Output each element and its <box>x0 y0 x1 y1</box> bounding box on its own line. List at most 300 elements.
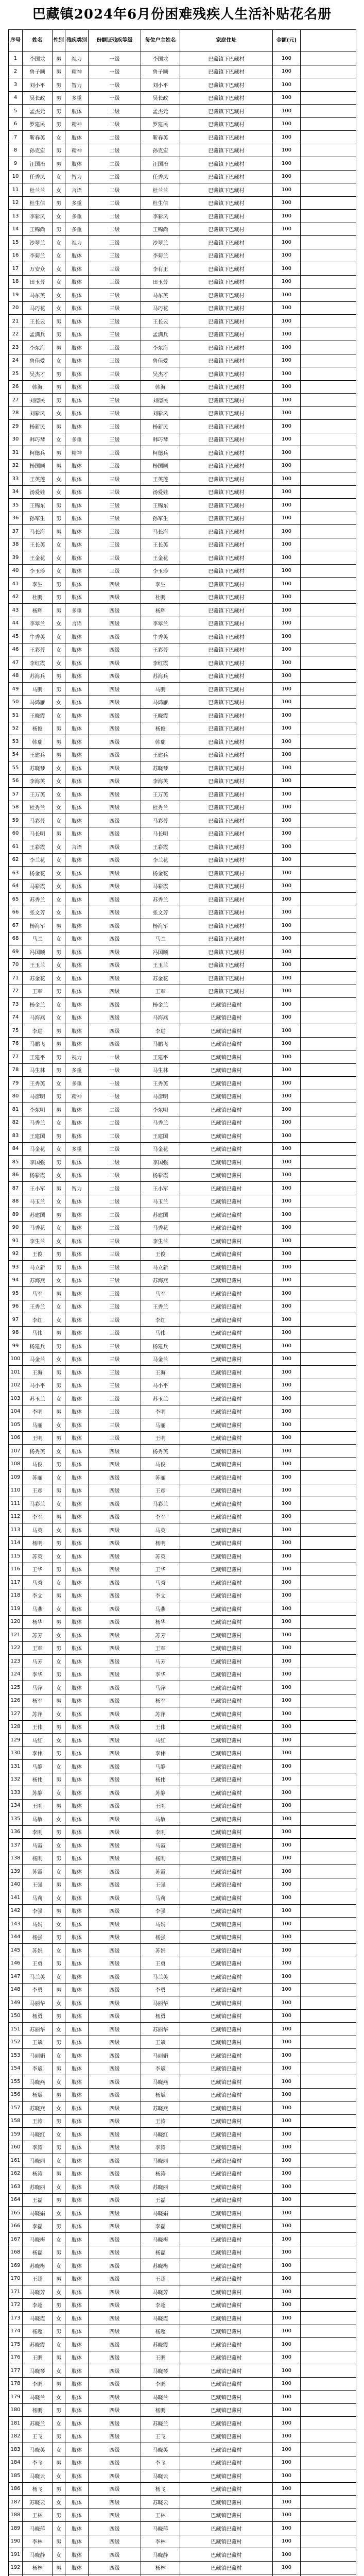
row-disability-level: 四级 <box>89 906 141 919</box>
row-householder: 杨林 <box>141 2561 180 2574</box>
row-amount: 100 <box>273 315 301 328</box>
row-index: 69 <box>9 945 23 959</box>
row-disability-type: 肢体 <box>65 1891 89 1905</box>
row-amount: 100 <box>273 2075 301 2089</box>
table-row <box>9 867 356 880</box>
row-amount: 100 <box>273 1287 301 1300</box>
row-blank <box>301 1852 356 1865</box>
row-disability-type: 肢体 <box>65 1103 89 1116</box>
table-row <box>9 2469 356 2483</box>
row-index: 146 <box>9 1957 23 1970</box>
row-amount: 100 <box>273 578 301 591</box>
row-name: 苏海燕 <box>23 1274 53 1287</box>
table-row <box>9 1773 356 1786</box>
row-disability-type <box>65 2574 89 2576</box>
row-amount: 100 <box>273 1681 301 1694</box>
row-name: 王建平 <box>23 1050 53 1064</box>
row-index: 9 <box>9 157 23 171</box>
table-row <box>9 774 356 788</box>
table-row <box>9 1720 356 1734</box>
row-householder: 靳春英 <box>141 131 180 144</box>
row-amount: 100 <box>273 1839 301 1852</box>
row-amount: 100 <box>273 1878 301 1891</box>
row-gender: 女 <box>53 2180 65 2194</box>
table-row <box>9 249 356 262</box>
row-address: 巴藏镇下巴藏村 <box>180 774 273 788</box>
row-blank <box>301 196 356 210</box>
row-disability-type: 肢体 <box>65 656 89 670</box>
row-gender: 男 <box>53 604 65 617</box>
table-row <box>9 1379 356 1392</box>
row-gender: 男 <box>53 1261 65 1274</box>
row-name: 马晓丽 <box>23 2154 53 2167</box>
row-blank <box>301 78 356 92</box>
row-address: 巴藏镇巴藏村 <box>180 2180 273 2194</box>
row-index: 150 <box>9 2009 23 2023</box>
row-amount: 100 <box>273 932 301 945</box>
row-name: 苏晓燕 <box>23 2102 53 2115</box>
row-index: 113 <box>9 1523 23 1537</box>
row-amount: 100 <box>273 1168 301 1182</box>
header-address: 家庭住址 <box>180 30 273 52</box>
row-amount: 100 <box>273 394 301 407</box>
table-row <box>9 433 356 446</box>
table-row <box>9 315 356 328</box>
row-gender: 男 <box>53 2009 65 2023</box>
table-row <box>9 972 356 985</box>
row-gender: 男 <box>53 578 65 591</box>
row-address: 巴藏镇巴藏村 <box>180 1707 273 1721</box>
row-disability-level: 四级 <box>89 2128 141 2141</box>
row-gender: 男 <box>53 1129 65 1143</box>
row-gender: 女 <box>53 1011 65 1024</box>
row-disability-type: 肢体 <box>65 341 89 354</box>
table-row <box>9 1077 356 1090</box>
row-disability-type: 肢体 <box>65 853 89 867</box>
row-amount: 100 <box>273 183 301 197</box>
row-disability-level: 四级 <box>89 1629 141 1642</box>
row-amount: 100 <box>273 1576 301 1589</box>
row-address: 巴藏镇巴藏村 <box>180 1510 273 1523</box>
row-address: 巴藏镇下巴藏村 <box>180 131 273 144</box>
row-householder: 吴杰才 <box>141 367 180 381</box>
row-index: 41 <box>9 578 23 591</box>
row-amount: 100 <box>273 2377 301 2391</box>
row-gender: 男 <box>53 1773 65 1786</box>
row-index <box>9 2574 23 2576</box>
row-householder: 鲁佳爱 <box>141 354 180 367</box>
table-row <box>9 262 356 276</box>
row-index: 126 <box>9 1694 23 1707</box>
row-disability-type: 肢体 <box>65 512 89 525</box>
row-address: 巴藏镇巴藏村 <box>180 1379 273 1392</box>
row-householder: 孟满兵 <box>141 328 180 341</box>
row-address: 巴藏镇巴藏村 <box>180 1182 273 1195</box>
row-blank <box>301 499 356 512</box>
row-amount: 100 <box>273 1090 301 1103</box>
row-householder: 李生兰 <box>141 1234 180 1248</box>
row-blank <box>301 65 356 78</box>
row-amount: 100 <box>273 2522 301 2535</box>
row-address: 巴藏镇巴藏村 <box>180 1340 273 1353</box>
table-row <box>9 367 356 381</box>
table-row <box>9 1326 356 1340</box>
row-gender: 女 <box>53 1352 65 1366</box>
row-address: 巴藏镇下巴藏村 <box>180 958 273 972</box>
row-amount: 100 <box>273 893 301 906</box>
header-index: 序号 <box>9 30 23 52</box>
row-amount: 100 <box>273 1116 301 1129</box>
row-amount: 100 <box>273 2219 301 2233</box>
row-amount: 100 <box>273 1550 301 1563</box>
row-gender: 女 <box>53 932 65 945</box>
row-name: 孙克宏 <box>23 144 53 157</box>
table-row <box>9 1523 356 1537</box>
row-disability-type: 肢体 <box>65 1668 89 1681</box>
table-row <box>9 998 356 1011</box>
row-disability-type: 肢体 <box>65 1484 89 1497</box>
row-disability-type: 肢体 <box>65 485 89 499</box>
row-householder: 杨辉 <box>141 604 180 617</box>
row-address: 巴藏镇巴藏村 <box>180 1221 273 1234</box>
row-index: 181 <box>9 2417 23 2430</box>
row-disability-level: 二级 <box>89 157 141 171</box>
row-amount: 100 <box>273 814 301 827</box>
row-disability-level: 三级 <box>89 315 141 328</box>
row-gender: 女 <box>53 236 65 249</box>
row-blank <box>301 2023 356 2036</box>
row-householder: 李华 <box>141 1668 180 1681</box>
row-gender: 男 <box>53 328 65 341</box>
table-row <box>9 1918 356 1931</box>
row-name: 马彩芳 <box>23 814 53 827</box>
row-gender: 女 <box>53 1313 65 1327</box>
row-blank <box>301 683 356 696</box>
row-amount: 100 <box>273 735 301 749</box>
row-address: 巴藏镇巴藏村 <box>180 1523 273 1537</box>
row-householder: 马敏 <box>141 1812 180 1826</box>
row-householder: 李刚 <box>141 1825 180 1839</box>
row-index: 115 <box>9 1550 23 1563</box>
row-address: 巴藏镇巴藏村 <box>180 2075 273 2089</box>
row-blank <box>301 827 356 840</box>
row-index: 62 <box>9 853 23 867</box>
row-gender: 女 <box>53 1445 65 1458</box>
row-name: 马丽娟 <box>23 2049 53 2062</box>
row-name: 马小平 <box>23 1379 53 1392</box>
row-name: 杨刚 <box>23 1852 53 1865</box>
row-address: 巴藏镇下巴藏村 <box>180 65 273 78</box>
table-row <box>9 1641 356 1655</box>
row-disability-type: 肢体 <box>65 2391 89 2404</box>
row-disability-level: 三级 <box>89 262 141 276</box>
row-blank <box>301 590 356 604</box>
row-name: 杨金兰 <box>23 998 53 1011</box>
row-amount: 100 <box>273 78 301 92</box>
table-row <box>9 748 356 761</box>
row-gender: 女 <box>53 1655 65 1668</box>
row-name: 吴长政 <box>23 91 53 105</box>
row-amount: 100 <box>273 879 301 893</box>
row-householder: 王秀兰 <box>141 1300 180 1313</box>
row-address: 巴藏镇下巴藏村 <box>180 236 273 249</box>
row-address: 巴藏镇巴藏村 <box>180 1812 273 1826</box>
row-index: 92 <box>9 1247 23 1261</box>
row-householder: 王刚 <box>141 1799 180 1812</box>
row-householder: 李军 <box>141 1510 180 1523</box>
row-gender: 男 <box>53 223 65 236</box>
table-row <box>9 2036 356 2049</box>
row-gender: 男 <box>53 1287 65 1300</box>
row-blank <box>301 2430 356 2443</box>
row-gender: 女 <box>53 183 65 197</box>
row-householder: 王鹏 <box>141 2351 180 2364</box>
row-address: 巴藏镇下巴藏村 <box>180 788 273 801</box>
row-index: 158 <box>9 2114 23 2128</box>
row-disability-level: 四级 <box>89 2114 141 2128</box>
row-blank <box>301 1602 356 1616</box>
row-address: 巴藏镇下巴藏村 <box>180 643 273 656</box>
row-blank <box>301 1957 356 1970</box>
row-amount: 100 <box>273 2141 301 2154</box>
row-disability-type: 肢体 <box>65 1812 89 1826</box>
row-gender: 男 <box>53 1720 65 1734</box>
row-index: 111 <box>9 1497 23 1511</box>
row-amount: 100 <box>273 1484 301 1497</box>
row-gender: 女 <box>53 170 65 183</box>
row-address: 巴藏镇巴藏村 <box>180 1576 273 1589</box>
row-address: 巴藏镇巴藏村 <box>180 1392 273 1405</box>
table-row <box>9 1655 356 1668</box>
row-address: 巴藏镇下巴藏村 <box>180 433 273 446</box>
row-name: 杜鹏 <box>23 590 53 604</box>
row-gender: 女 <box>53 2496 65 2509</box>
row-householder: 王强 <box>141 1878 180 1891</box>
row-blank <box>301 354 356 367</box>
row-gender: 男 <box>53 2403 65 2417</box>
row-address: 巴藏镇下巴藏村 <box>180 341 273 354</box>
table-row <box>9 78 356 92</box>
row-index: 183 <box>9 2443 23 2456</box>
table-row <box>9 1116 356 1129</box>
row-disability-type: 肢体 <box>65 1129 89 1143</box>
row-householder: 王彩霞 <box>141 840 180 854</box>
row-amount: 100 <box>273 380 301 394</box>
row-disability-type: 肢体 <box>65 1996 89 2010</box>
row-amount: 100 <box>273 709 301 722</box>
row-index: 161 <box>9 2154 23 2167</box>
row-disability-type: 肢体 <box>65 2509 89 2522</box>
row-gender: 男 <box>53 1536 65 1550</box>
row-disability-type: 肢体 <box>65 2009 89 2023</box>
row-name: 李红霞 <box>23 656 53 670</box>
row-blank <box>301 1694 356 1707</box>
row-disability-level: 四级 <box>89 1904 141 1918</box>
row-disability-level: 三级 <box>89 289 141 302</box>
row-blank <box>301 367 356 381</box>
row-gender: 女 <box>53 2364 65 2378</box>
row-amount: 100 <box>273 472 301 486</box>
row-index: 38 <box>9 538 23 551</box>
table-row <box>9 472 356 486</box>
row-disability-level: 四级 <box>89 2193 141 2207</box>
row-address: 巴藏镇巴藏村 <box>180 2456 273 2469</box>
row-disability-level: 一级 <box>89 78 141 92</box>
row-blank <box>301 472 356 486</box>
row-gender: 女 <box>53 2233 65 2246</box>
row-amount: 100 <box>273 367 301 381</box>
row-gender: 男 <box>53 919 65 933</box>
row-blank <box>301 893 356 906</box>
row-disability-level: 四级 <box>89 893 141 906</box>
row-disability-type: 肢体 <box>65 1878 89 1891</box>
row-index: 97 <box>9 1313 23 1327</box>
row-householder: 苏晓燕 <box>141 2102 180 2115</box>
row-gender: 女 <box>53 275 65 289</box>
row-name: 马萍 <box>23 1681 53 1694</box>
row-index: 177 <box>9 2364 23 2378</box>
row-blank <box>301 919 356 933</box>
table-row <box>9 1458 356 1471</box>
table-row <box>9 525 356 538</box>
row-amount: 100 <box>273 2482 301 2496</box>
row-address: 巴藏镇巴藏村 <box>180 1445 273 1458</box>
row-amount: 100 <box>273 1405 301 1418</box>
row-name: 王彩芳 <box>23 643 53 656</box>
row-disability-level: 四级 <box>89 2180 141 2194</box>
row-householder: 马伟 <box>141 1326 180 1340</box>
row-blank <box>301 1024 356 1038</box>
row-gender: 男 <box>53 2167 65 2180</box>
row-disability-type: 肢体 <box>65 1458 89 1471</box>
row-disability-type: 肢体 <box>65 1760 89 1773</box>
row-disability-type: 肢体 <box>65 1694 89 1707</box>
row-disability-level: 四级 <box>89 1694 141 1707</box>
row-address: 巴藏镇巴藏村 <box>180 2062 273 2075</box>
row-blank <box>301 1234 356 1248</box>
row-householder: 李强 <box>141 1904 180 1918</box>
row-gender: 男 <box>53 196 65 210</box>
row-disability-level: 二级 <box>89 117 141 131</box>
row-householder: 马娟 <box>141 1918 180 1931</box>
row-name: 马鹏飞 <box>23 1037 53 1050</box>
table-row <box>9 1063 356 1077</box>
row-disability-level: 三级 <box>89 1234 141 1248</box>
row-disability-type: 肢体 <box>65 1655 89 1668</box>
row-gender: 男 <box>53 78 65 92</box>
row-disability-type: 肢体 <box>65 301 89 315</box>
row-disability-level: 四级 <box>89 1445 141 1458</box>
table-row <box>9 512 356 525</box>
row-blank <box>301 2285 356 2299</box>
row-name: 王长英 <box>23 538 53 551</box>
row-index: 166 <box>9 2219 23 2233</box>
row-householder: 苏晓琴 <box>141 761 180 775</box>
row-blank <box>301 341 356 354</box>
row-address: 巴藏镇巴藏村 <box>180 2364 273 2378</box>
row-householder: 吴长政 <box>141 91 180 105</box>
row-disability-type: 肢体 <box>65 867 89 880</box>
row-disability-level: 四级 <box>89 945 141 959</box>
row-index: 116 <box>9 1563 23 1576</box>
row-householder: 苏霞 <box>141 1865 180 1878</box>
row-name: 李超 <box>23 2298 53 2312</box>
row-amount: 100 <box>273 1536 301 1550</box>
row-disability-type: 肢体 <box>65 1930 89 1944</box>
row-amount: 100 <box>273 91 301 105</box>
row-name: 李明 <box>23 1405 53 1418</box>
row-amount: 100 <box>273 564 301 578</box>
row-disability-type: 肢体 <box>65 1510 89 1523</box>
row-householder: 李生 <box>141 578 180 591</box>
table-row <box>9 2496 356 2509</box>
row-blank <box>301 985 356 998</box>
row-disability-level: 四级 <box>89 1536 141 1550</box>
row-disability-level: 四级 <box>89 1037 141 1050</box>
row-disability-type: 肢体 <box>65 328 89 341</box>
row-disability-level: 四级 <box>89 814 141 827</box>
row-gender: 男 <box>53 499 65 512</box>
row-disability-type: 多重 <box>65 1077 89 1090</box>
row-blank <box>301 604 356 617</box>
row-blank <box>301 1142 356 1156</box>
row-name: 刘德民 <box>23 394 53 407</box>
row-amount: 100 <box>273 1024 301 1038</box>
row-householder: 沙翠兰 <box>141 236 180 249</box>
row-index: 133 <box>9 1786 23 1800</box>
row-amount: 100 <box>273 196 301 210</box>
row-amount: 100 <box>273 2417 301 2430</box>
row-index: 171 <box>9 2285 23 2299</box>
row-blank <box>301 2062 356 2075</box>
row-blank <box>301 1996 356 2010</box>
row-householder <box>141 2574 180 2576</box>
row-address: 巴藏镇巴藏村 <box>180 1458 273 1471</box>
row-blank <box>301 2180 356 2194</box>
table-row <box>9 630 356 643</box>
row-householder: 苏晓梅 <box>141 2259 180 2273</box>
row-amount: 100 <box>273 1313 301 1327</box>
row-blank <box>301 1523 356 1537</box>
row-address: 巴藏镇下巴藏村 <box>180 932 273 945</box>
row-disability-level: 四级 <box>89 1852 141 1865</box>
row-householder: 杨涛 <box>141 2167 180 2180</box>
row-blank <box>301 1405 356 1418</box>
row-gender: 男 <box>53 1247 65 1261</box>
row-disability-level: 四级 <box>89 2377 141 2391</box>
row-gender: 男 <box>53 1340 65 1353</box>
table-row <box>9 1602 356 1616</box>
row-amount: 100 <box>273 117 301 131</box>
row-amount: 100 <box>273 420 301 433</box>
table-row <box>9 446 356 460</box>
row-index: 68 <box>9 932 23 945</box>
row-householder: 杨刚 <box>141 1852 180 1865</box>
row-disability-level: 三级 <box>89 380 141 394</box>
row-disability-type: 肢体 <box>65 1839 89 1852</box>
row-index: 128 <box>9 1720 23 1734</box>
row-amount: 100 <box>273 998 301 1011</box>
row-disability-level: 四级 <box>89 2088 141 2102</box>
row-amount: 100 <box>273 2338 301 2351</box>
row-index: 108 <box>9 1458 23 1471</box>
row-disability-level: 二级 <box>89 1208 141 1222</box>
row-name: 马霞 <box>23 1839 53 1852</box>
row-index: 131 <box>9 1760 23 1773</box>
row-amount: 100 <box>273 1037 301 1050</box>
row-address: 巴藏镇巴藏村 <box>180 1655 273 1668</box>
row-householder: 王锦尚 <box>141 223 180 236</box>
